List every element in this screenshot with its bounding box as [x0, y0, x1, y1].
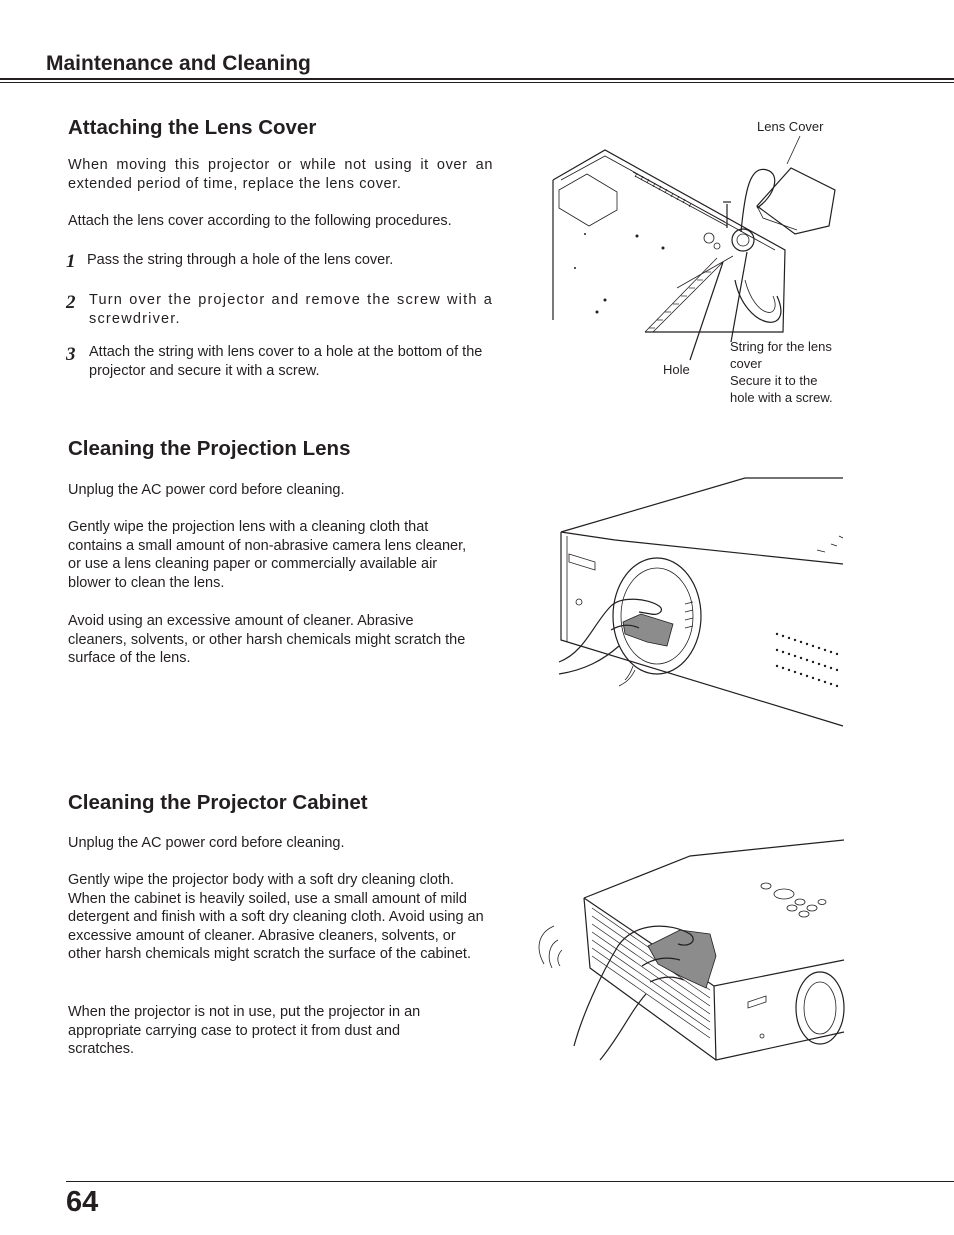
- step-number: 2: [66, 292, 76, 313]
- step-text: Attach the string with lens cover to a hole at the bottom of the projector and secure it with a screw.: [89, 344, 483, 379]
- header-rule-thin: [0, 82, 954, 83]
- label-string: cover: [730, 356, 762, 371]
- label-hole: Hole: [663, 362, 690, 377]
- lens-cover-illustration: [545, 110, 855, 410]
- label-string: Secure it to the: [730, 373, 818, 388]
- label-string: String for the lens: [730, 339, 832, 354]
- label-string: hole with a screw.: [730, 390, 833, 405]
- heading-cleaning-projection-lens: Cleaning the Projection Lens: [68, 437, 351, 460]
- step-text: Turn over the projector and remove the screw with a screwdriver.: [89, 292, 493, 327]
- lens-cover-intro2: Attach the lens cover according to the following procedures.: [68, 213, 452, 229]
- step-number: 1: [66, 251, 76, 272]
- cabinet-p2: Gently wipe the projector body with a soft dry cleaning cloth. When the cabinet is heavily soiled, use a small amount of mild detergent and finish with a soft dry cleaning cloth. Avoid using an excessive amount of cleaner. Abrasive cleaners, solvents, or other harsh chemicals might scratch the surface of the cabinet.: [68, 872, 484, 963]
- lens-cover-intro: When moving this projector or while not using it over an extended period of time, replace the lens cover.: [68, 157, 493, 192]
- page-number: 64: [66, 1186, 99, 1218]
- step-text: Pass the string through a hole of the lens cover.: [87, 252, 394, 268]
- cabinet-p1: Unplug the AC power cord before cleaning.: [68, 835, 345, 851]
- heading-attaching-lens-cover: Attaching the Lens Cover: [68, 116, 317, 139]
- footer-rule: [66, 1181, 954, 1182]
- projection-lens-p1: Unplug the AC power cord before cleaning.: [68, 482, 345, 498]
- projection-lens-p3: Avoid using an excessive amount of cleaner. Abrasive cleaners, solvents, or other harsh chemicals might scratch the surface of the lens.: [68, 613, 466, 667]
- cabinet-p3: When the projector is not in use, put the projector in an appropriate carrying case to protect it from dust and scratches.: [68, 1004, 421, 1058]
- heading-cleaning-projector-cabinet: Cleaning the Projector Cabinet: [68, 791, 368, 814]
- section-title: Maintenance and Cleaning: [46, 52, 311, 75]
- header-rule: [0, 78, 954, 80]
- step-number: 3: [66, 344, 76, 365]
- label-lens-cover: Lens Cover: [757, 119, 824, 134]
- cleaning-cabinet-illustration: [530, 836, 848, 1066]
- cleaning-lens-illustration: [555, 474, 847, 730]
- projection-lens-p2: Gently wipe the projection lens with a cleaning cloth that contains a small amount of non-abrasive camera lens cleaner, or use a lens cleaning paper or commercially available air blower to clean the lens.: [68, 519, 467, 591]
